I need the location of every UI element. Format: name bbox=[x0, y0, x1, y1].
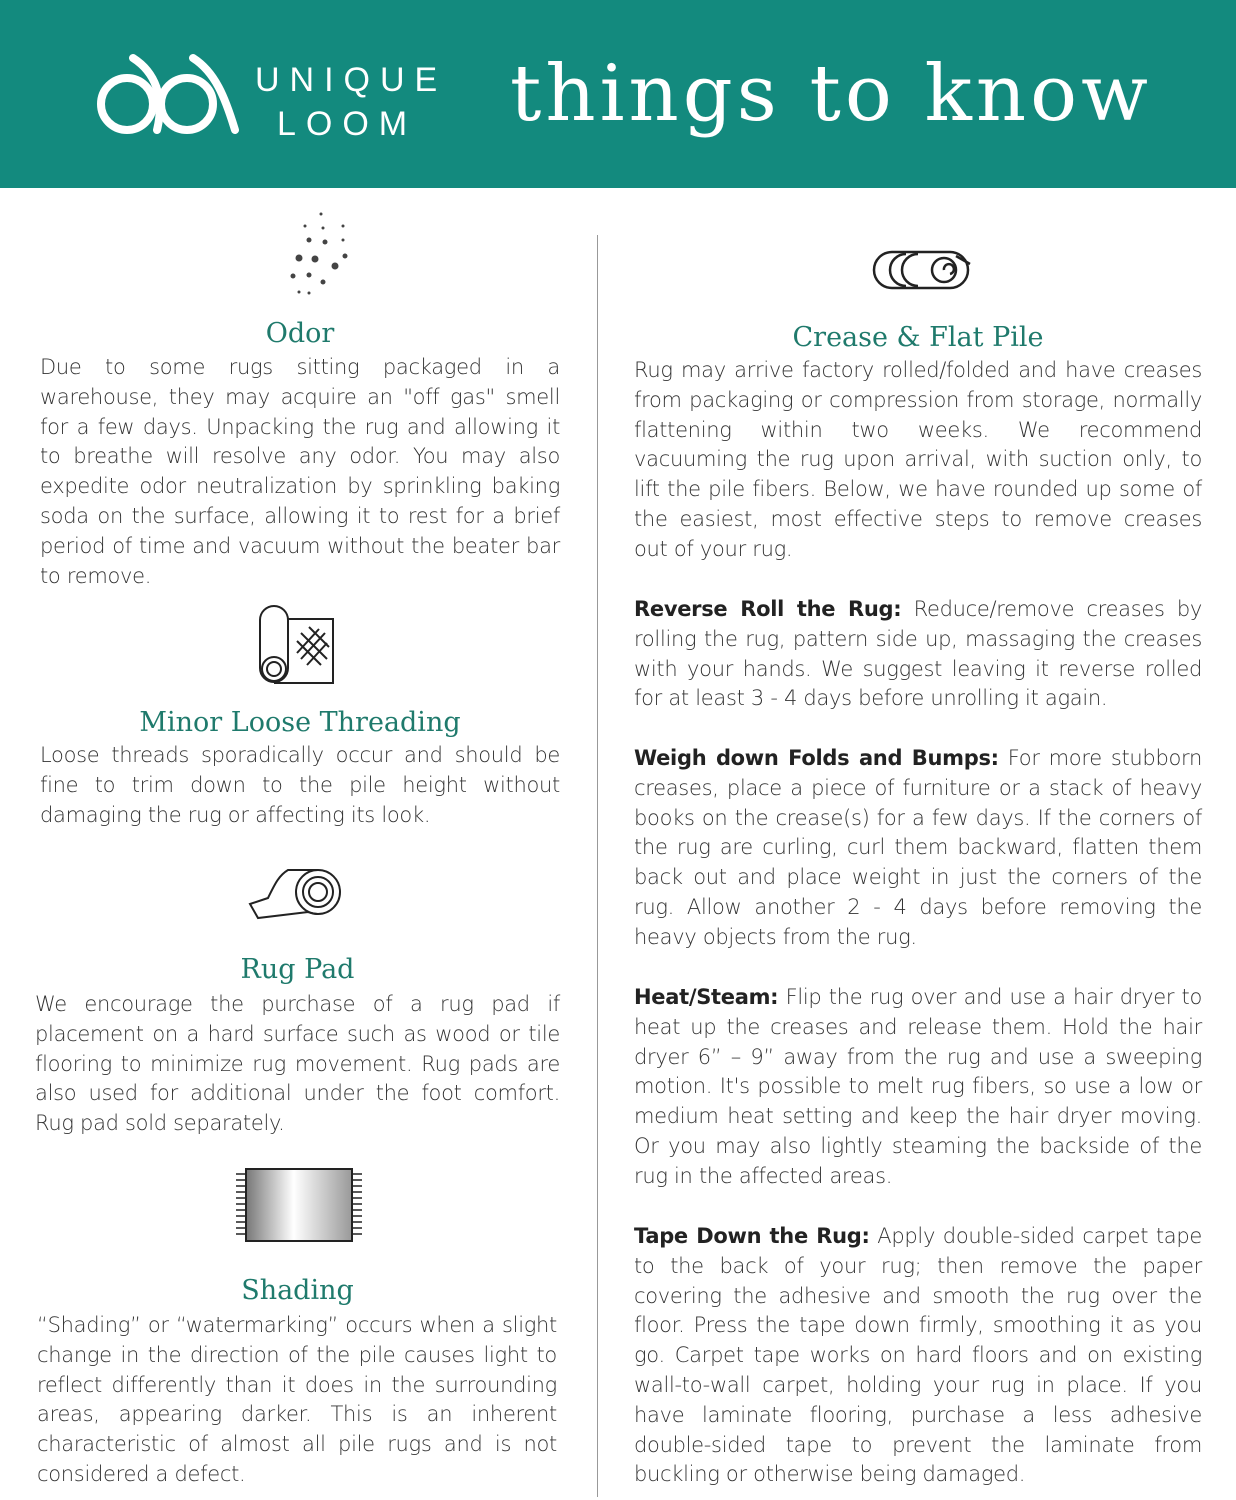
section-text-shading: “Shading” or “watermarking” occurs when a slight change in the direction of the pile causes light to reflect differently than it does in the surrounding areas, appearing darker. This is an inherent characteristic of almost all pile rugs and is not considered a defect. bbox=[37, 1313, 557, 1486]
section-text-odor: Due to some rugs sitting packaged in a warehouse, they may acquire an "off gas" smell for a few days. Unpacking the rug and allowing it to breathe will resolve any odor. You may also expedite odor neutralization by sprinkling baking soda on the surface, allowing it to rest for a brief period of time and vacuum without the beater bar to remove. bbox=[40, 355, 560, 588]
step-reverse-roll bbox=[634, 595, 1202, 714]
step-weigh-down bbox=[634, 744, 1202, 953]
brand-line-1: UNIQUE bbox=[255, 61, 448, 99]
step-label: Heat/Steam: bbox=[634, 985, 779, 1009]
section-title-rug-pad: Rug Pad bbox=[240, 954, 355, 985]
step-text: Reduce/remove creases by rolling the rug, pattern side up, massaging the creases with your hands. We suggest leaving it reverse rolled for at least 3 - 4 days before unrolling it again. bbox=[634, 597, 1202, 711]
odor-dots-icon bbox=[283, 210, 353, 298]
brand-name bbox=[255, 58, 447, 146]
step-text: For more stubborn creases, place a piece of furniture or a stack of heavy books on the crease(s) for a few days. If the corners of the rug are curling, curl them backward, flatten them back out and place weight in just the corners of the rug. Allow another 2 - 4 days before removing the heavy objects from the rug. bbox=[634, 746, 1202, 949]
section-title-shading: Shading bbox=[241, 1275, 354, 1306]
section-title-odor: Odor bbox=[265, 318, 335, 349]
step-heat-steam bbox=[634, 983, 1202, 1192]
step-label: Weigh down Folds and Bumps: bbox=[634, 746, 999, 770]
step-tape-down bbox=[634, 1222, 1202, 1490]
step-label: Reverse Roll the Rug: bbox=[634, 597, 902, 621]
section-title-crease: Crease & Flat Pile bbox=[792, 322, 1044, 353]
header-banner bbox=[0, 0, 1236, 188]
brand-line-2: LOOM bbox=[277, 105, 418, 143]
section-text-rug-pad: We encourage the purchase of a rug pad if placement on a hard surface such as wood or tile flooring to minimize rug movement. Rug pads are also used for additional under the foot comfort. Rug pad sold separately. bbox=[35, 992, 560, 1136]
rolled-rug-icon bbox=[872, 250, 974, 290]
page-title: things to know bbox=[510, 49, 1152, 139]
section-text-loose-threading: Loose threads sporadically occur and should be fine to trim down to the pile height without damaging the rug or affecting its look. bbox=[40, 743, 560, 827]
step-label: Tape Down the Rug: bbox=[634, 1224, 870, 1248]
rolled-pad-icon bbox=[248, 868, 346, 924]
section-title-loose-threading: Minor Loose Threading bbox=[139, 707, 461, 738]
unique-loom-logo-icon bbox=[95, 52, 240, 138]
rug-thread-icon bbox=[257, 603, 337, 685]
column-divider bbox=[597, 235, 598, 1497]
step-text: Flip the rug over and use a hair dryer to heat up the creases and release them. Hold the hair dryer 6” – 9” away from the rug and use a sweeping motion. It's possible to melt rug fibers, so use a low or medium heat setting and keep the hair dryer moving. Or you may also lightly steaming the backside of the rug in the affected areas. bbox=[634, 985, 1202, 1188]
section-text-crease-intro: Rug may arrive factory rolled/folded and have creases from packaging or compression from storage, normally flattening within two weeks. We recommend vacuuming the rug upon arrival, with suction only, to lift the pile fibers. Below, we have rounded up some of the easiest, most effective steps to remove creases out of your rug. bbox=[634, 358, 1202, 561]
shaded-rug-icon bbox=[234, 1166, 364, 1244]
step-text: Apply double-sided carpet tape to the back of your rug; then remove the paper covering the adhesive and smooth the rug over the floor. Press the tape down firmly, smoothing it as you go. Carpet tape works on hard floors and on existing wall-to-wall carpet, holding your rug in place. If you have laminate flooring, purchase a less adhesive double-sided tape to prevent the laminate from buckling or otherwise being damaged. bbox=[634, 1224, 1202, 1487]
